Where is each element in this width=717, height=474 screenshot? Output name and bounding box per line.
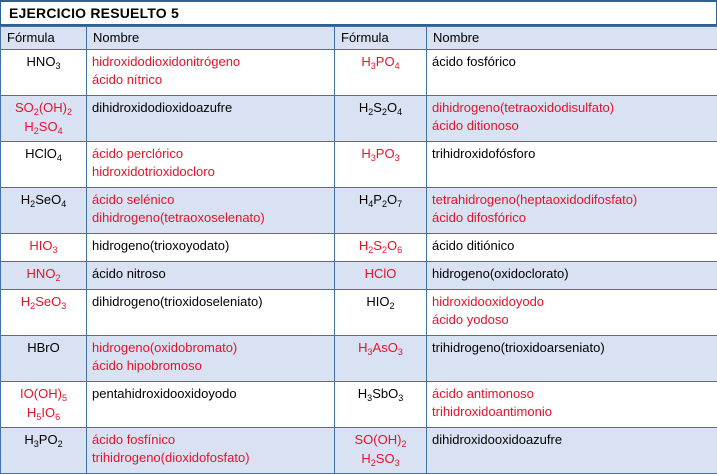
cell-name-left: dihidroxidodioxidoazufre [87,96,335,142]
cell-name-right: tetrahidrogeno(heptaoxidodifosfato) ácido difosfórico [427,188,717,234]
cell-formula-left: $SO_2(OH)_2$ $H_2SO_4$ [1,96,87,142]
table-header [1,27,717,50]
cell-name-left: hidrogeno(oxidobromato) ácido hipobromoso [87,336,335,382]
cell-formula-left: HBrO [1,336,87,382]
cell-name-left: ácido nitroso [87,262,335,290]
page-title: EJERCICIO RESUELTO 5 [1,5,179,21]
cell-formula-right: $HIO_2$ [335,290,427,336]
column-header-name-left: Nombre [87,27,335,50]
cell-name-right: hidrogeno(oxidoclorato) [427,262,717,290]
column-header-formula-right: Fórmula [335,27,427,50]
cell-name-left: ácido perclórico hidroxidotrioxidocloro [87,142,335,188]
cell-formula-left: $H_2SeO_4$ [1,188,87,234]
table-row [1,96,717,142]
table-row [1,50,717,96]
nomenclature-table [0,26,717,474]
cell-formula-right: $SO(OH)_2$ $H_2SO_3$ [335,428,427,474]
table-row [1,188,717,234]
cell-name-left: hidrogeno(trioxoyodato) [87,234,335,262]
cell-formula-right: $H_3PO_3$ [335,142,427,188]
cell-name-right: ácido antimonoso trihidroxidoantimonio [427,382,717,428]
cell-name-left: pentahidroxidooxidoyodo [87,382,335,428]
cell-name-left: ácido fosfínico trihidrogeno(dioxidofosfato) [87,428,335,474]
column-header-name-right: Nombre [427,27,717,50]
table-row [1,262,717,290]
column-header-formula-left: Fórmula [1,27,87,50]
cell-formula-right: $H_4P_2O_7$ [335,188,427,234]
table-row [1,428,717,474]
cell-name-left: hidroxidodioxidonitrógeno ácido nítrico [87,50,335,96]
cell-name-right: dihidrogeno(tetraoxidodisulfato) ácido ditionoso [427,96,717,142]
cell-formula-right: $H_3PO_4$ [335,50,427,96]
cell-formula-right: HClO [335,262,427,290]
cell-name-left: ácido selénico dihidrogeno(tetraoxoselenato) [87,188,335,234]
header-row [1,27,717,50]
cell-formula-left: HClO$_4$ [1,142,87,188]
table-row [1,234,717,262]
title-bar [0,0,717,26]
cell-formula-left: $IO(OH)_5$ $H_5IO_6$ [1,382,87,428]
cell-formula-left: $H_2SeO_3$ [1,290,87,336]
cell-formula-left: $H_3PO_2$ [1,428,87,474]
cell-name-right: ácido fosfórico [427,50,717,96]
table-row [1,290,717,336]
cell-name-right: hidroxidooxidoyodo ácido yodoso [427,290,717,336]
table-row [1,142,717,188]
cell-formula-right: $H_3AsO_3$ [335,336,427,382]
table-row [1,382,717,428]
cell-formula-left: $HNO_2$ [1,262,87,290]
cell-name-right: trihidroxidofósforo [427,142,717,188]
cell-formula-left: $HNO_3$ [1,50,87,96]
cell-formula-right: $H_2S_2O_4$ [335,96,427,142]
table-body [1,50,717,474]
cell-formula-left: $HIO_3$ [1,234,87,262]
cell-name-right: dihidroxidooxidoazufre [427,428,717,474]
cell-name-right: ácido ditiónico [427,234,717,262]
cell-formula-right: $H_2S_2O_6$ [335,234,427,262]
cell-name-right: trihidrogeno(trioxidoarseniato) [427,336,717,382]
table-row [1,336,717,382]
cell-formula-right: $H_3SbO_3$ [335,382,427,428]
cell-name-left: dihidrogeno(trioxidoseleniato) [87,290,335,336]
